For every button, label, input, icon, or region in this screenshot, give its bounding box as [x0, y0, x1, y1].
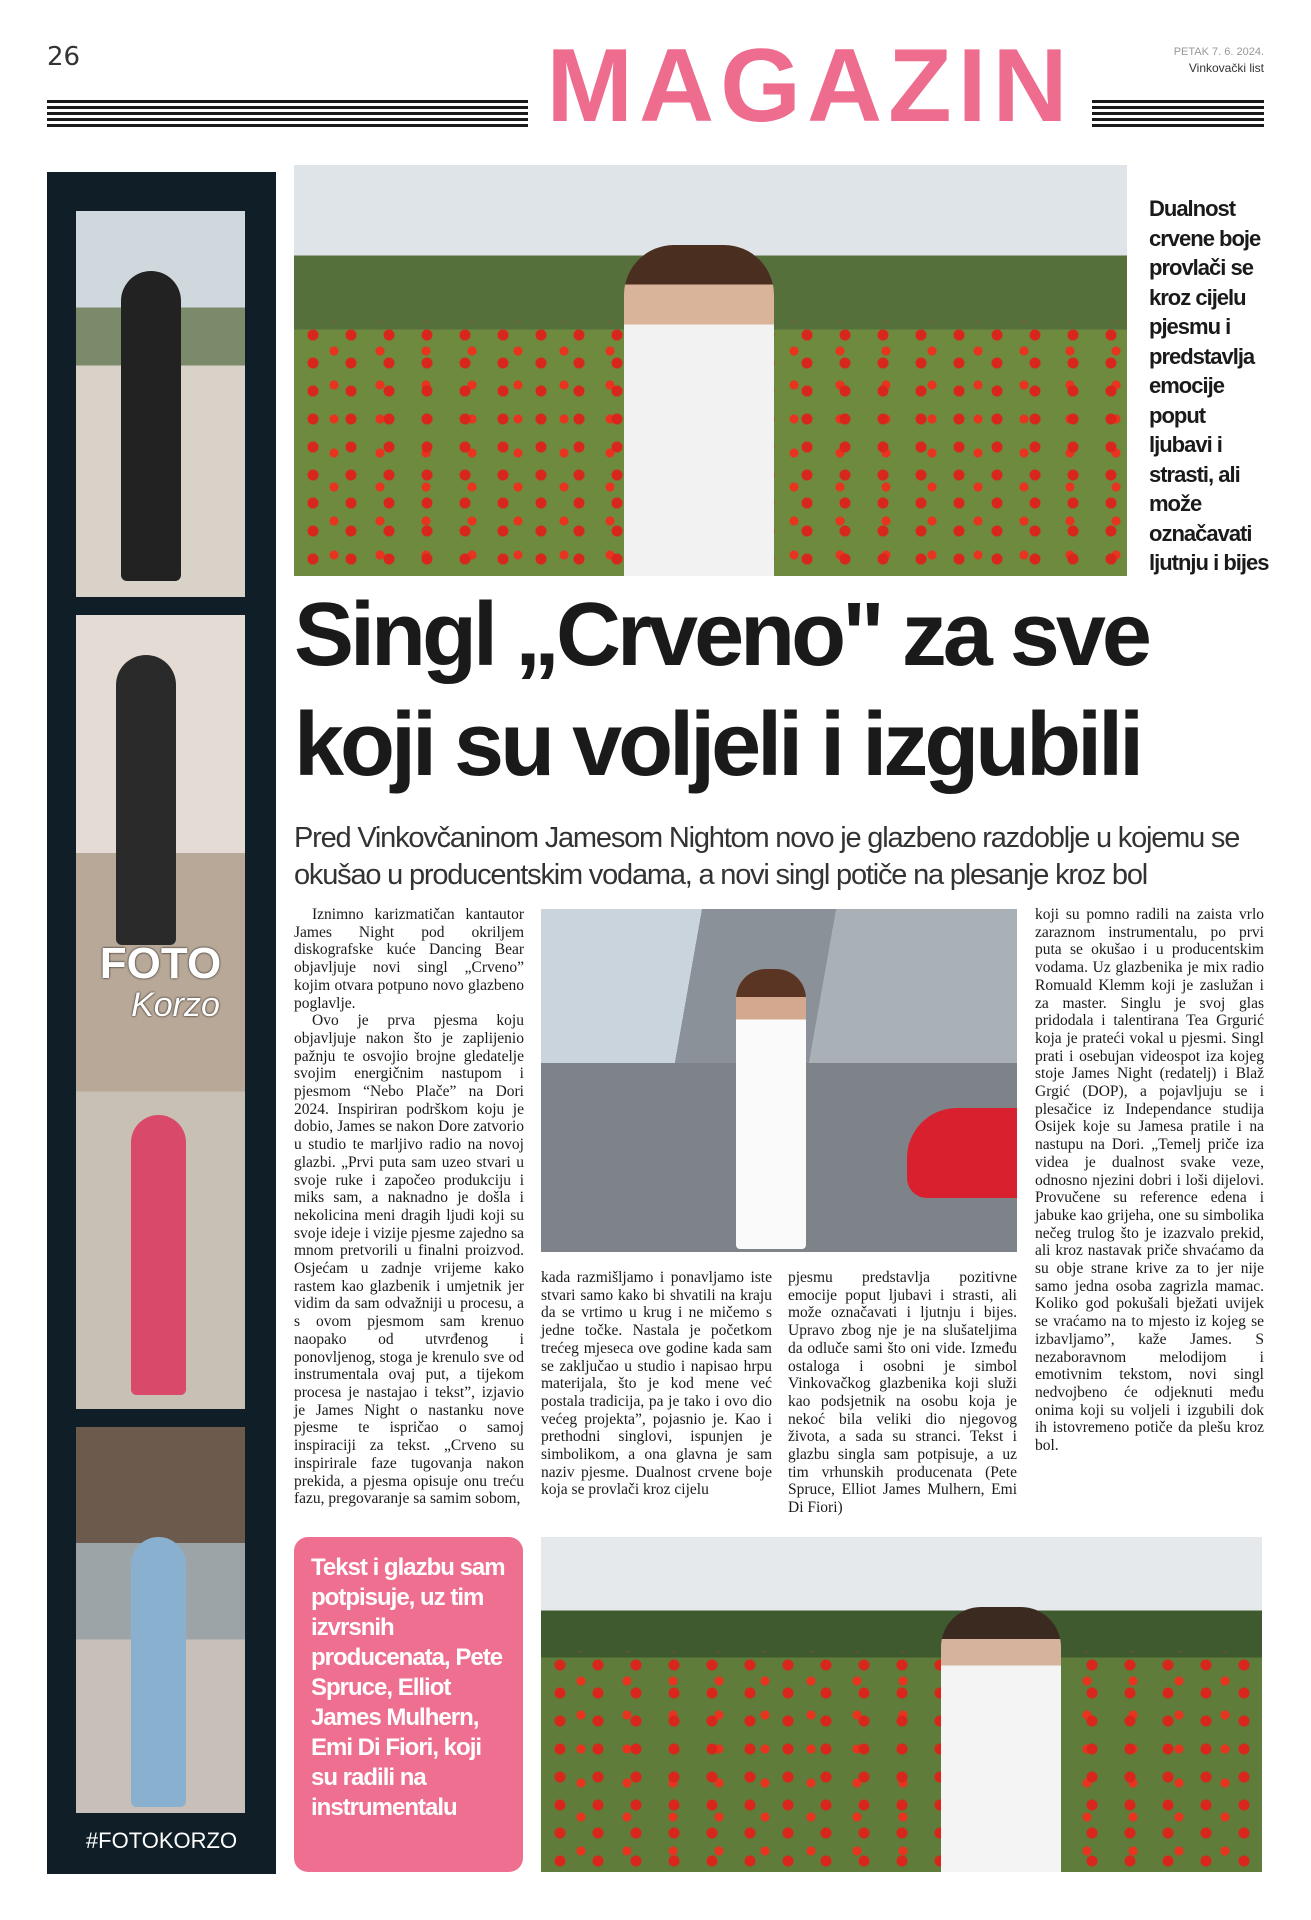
- header-stripes-left: [47, 100, 528, 128]
- publication-name: Vinkovački list: [1188, 61, 1264, 75]
- foto-korzo-sidebar: [47, 172, 276, 1874]
- photo-caption: Dualnost crvene boje provlači se kroz cijelu pjesmu i predstavlja emocije poput ljubavi i strasti, ali može označavati ljutnju i bijes: [1149, 196, 1269, 575]
- paragraph: koji su pomno radili na zaista vrlo zaraznom instrumentalu, po prvi puta se okušao i u producentskim vodama. Uz glazbenika je mix radio Romuald Klemm koji je zaslužan i za master. Singlu je svoj glas pridodala i talentirana Tea Grgurić koja je prateći vokal u pjesmi. Singl prati i osebujan videospot iza kojeg stoje James Night (redatelj) i Blaž Grgić (DOP), a pojavljuju se i plesačice iz Independance studija Osijek koje su Jamesa pratile i na nastupu na Dori. „Temelj priče iza videa je dualnost svake veze, odnosno njezini dobri i loši dijelovi. Provučene su reference edena i jabuke kao grijeha, one su simbolika nečeg trulog što je izazvalo prekid, ali kroz nastavak priče shvaćamo da su obje strane krive za to jer nije samo jedna osoba zagrizla mamac. Koliko god pokušali bježati uvijek se vraćamo na to mjesto iz kojeg se izbavljamo”, kaže James. S nezaboravnom melodijom i emotivnim tekstom, novi singl nedvojbeno će odjeknuti među onima koji su voljeli i izgubili dok ih istovremeno potiče da plešu kroz bol.: [1035, 906, 1264, 1455]
- pull-quote: Tekst i glazbu sam potpisuje, uz tim izvrsnih producenata, Pete Spruce, Elliot James Mulhern, Emi Di Fiori, koji su radili na instrumentalu: [294, 1537, 523, 1872]
- article-column-3: [788, 1269, 1017, 1517]
- hashtag: #FOTOKORZO: [85, 1828, 238, 1853]
- street-photo-woman-blue: [76, 1427, 245, 1813]
- foto-korzo-badge: [76, 939, 245, 1025]
- street-dancer-photo: [541, 909, 1017, 1252]
- badge-title: FOTO: [99, 939, 222, 988]
- header-stripes-right: [1092, 100, 1264, 128]
- article-column-4: [1035, 906, 1264, 1455]
- paragraph: pjesmu predstavlja pozitivne emocije poput ljubavi i strasti, ali može označavati i ljutnju i bijes. Upravo zbog nje je na slušateljima da odluče sami što oni vide. Između ostaloga i osobni je simbol Vinkovačkog glazbenika koji služi kao podsjetnik na osobu koja je nekoć bila veliki dio njegovog života, a sada su stranci. Tekst i glazbu singla sam potpisuje, a uz tim vrhunskih producenata (Pete Spruce, Elliot James Mulhern, Emi Di Fiori): [788, 1269, 1017, 1517]
- street-photo-woman-black: [76, 211, 245, 597]
- page-number: 26: [47, 42, 81, 72]
- subtitle: Pred Vinkovčaninom Jamesom Nightom novo je glazbeno razdoblje u kojemu se okušao u producentskim vodama, a novi singl potiče na plesanje kroz bol: [294, 822, 1240, 891]
- poppy-field-photo-2: [541, 1537, 1262, 1872]
- issue-date: PETAK 7. 6. 2024.: [1173, 46, 1264, 58]
- paragraph: kada razmišljamo i ponavljamo iste stvari samo kako bi shvatili na kraju da se vrtimo u krug i ne mičemo s jedne točke. Nastala je početkom trećeg mjeseca ove godine kada sam se zaključao u studio i napisao hrpu materijala, što je kod mene već postala tradicija, pa je tako i ovo dio većeg projekta”, pojasnio je. Kao i prethodni singlovi, ispunjen je simbolikom, a ona glavna je sam naziv pjesme. Dualnost crvene boje koja se provlači kroz cijelu: [541, 1269, 772, 1499]
- article-column-1: [294, 906, 524, 1508]
- poppy-field-photo: [294, 165, 1127, 576]
- section-logo: MAGAZIN: [546, 28, 1074, 144]
- badge-subtitle: Korzo: [131, 986, 220, 1024]
- headline: Singl „Crveno" za sve koji su voljeli i izgubili: [294, 585, 1148, 795]
- paragraph: Iznimno karizmatičan kantautor James Night pod okriljem diskografske kuće Dancing Bear objavljuje novi singl „Crveno” kojim otvara potpuno novo glazbeno poglavlje.: [294, 906, 524, 1012]
- paragraph: Ovo je prva pjesma koju objavljuje nakon što je zaplijenio pažnju te osvojio brojne gledatelje svojim energičnim nastupom i pjesmom “Nebo Plače” na Dori 2024. Inspiriran podrškom koju je dobio, James se nakon Dore zatvorio u studio te marljivo radio na novoj glazbi. „Prvi puta sam uzeo stvari u svoje ruke i započeo produkciju i miks sam, a naknadno je došla i nekolicina meni dragih ljudi koji su svoje ideje i vizije pjesme zajedno sa mnom pretvorili u finalni proizvod. Osjećam u zadnje vrijeme kako rastem kao glazbenik i umjetnik jer vidim da sam odvažniji u procesu, a s ovom pjesmom sam krenuo naopako od utvrđenog i ponovljenog, stoga je krenulo sve od instrumentala ovaj put, a tijekom procesa je nastajao i tekst”, izjavio je James Night o nastanku nove pjesme te ispričao o samoj inspiraciji za tekst. „Crveno su inspirirale faze tugovanja nakon prekida, a pjesma opisuje onu treću fazu, pregovaranje sa samim sobom,: [294, 1012, 524, 1508]
- article-column-2: [541, 1269, 772, 1499]
